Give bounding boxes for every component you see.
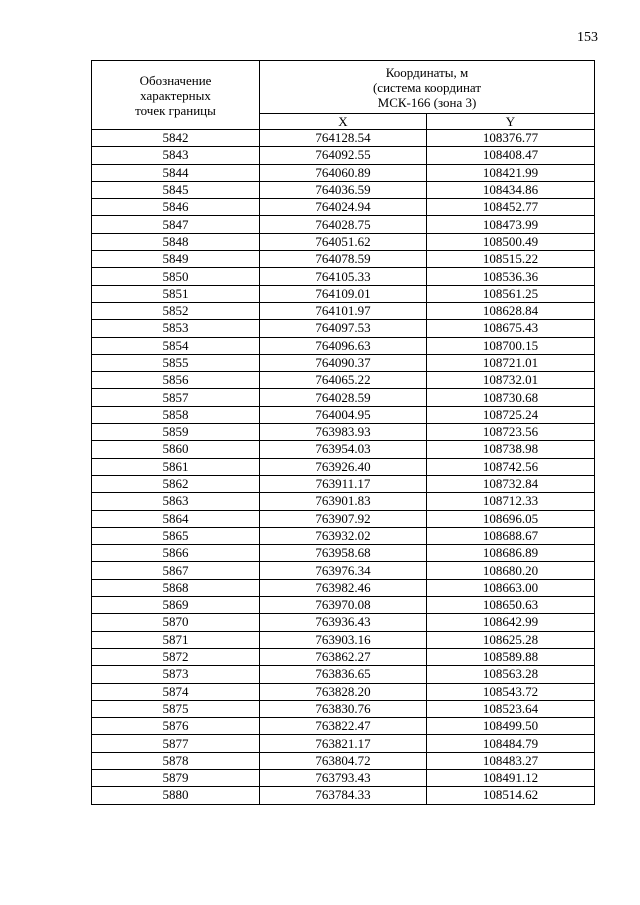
cell-x: 764109.01	[260, 285, 427, 302]
table-row	[92, 216, 595, 233]
cell-point: 5860	[92, 441, 260, 458]
cell-point: 5869	[92, 597, 260, 614]
cell-x: 764128.54	[260, 130, 427, 147]
cell-x: 763830.76	[260, 700, 427, 717]
cell-point: 5854	[92, 337, 260, 354]
cell-y: 108500.49	[427, 233, 595, 250]
cell-y: 108452.77	[427, 199, 595, 216]
cell-y: 108663.00	[427, 579, 595, 596]
cell-y: 108484.79	[427, 735, 595, 752]
cell-y: 108499.50	[427, 718, 595, 735]
table-row	[92, 545, 595, 562]
cell-y: 108680.20	[427, 562, 595, 579]
table-row	[92, 424, 595, 441]
cell-point: 5870	[92, 614, 260, 631]
cell-point: 5868	[92, 579, 260, 596]
table-row	[92, 372, 595, 389]
cell-point: 5845	[92, 181, 260, 198]
cell-point: 5844	[92, 164, 260, 181]
cell-x: 763982.46	[260, 579, 427, 596]
cell-y: 108561.25	[427, 285, 595, 302]
cell-point: 5880	[92, 787, 260, 804]
table-row	[92, 666, 595, 683]
cell-x: 763804.72	[260, 752, 427, 769]
cell-y: 108536.36	[427, 268, 595, 285]
page-number: 153	[577, 30, 598, 45]
header-point-line: характерных	[140, 87, 211, 103]
cell-y: 108742.56	[427, 458, 595, 475]
cell-y: 108675.43	[427, 320, 595, 337]
cell-x: 764028.59	[260, 389, 427, 406]
table-row	[92, 164, 595, 181]
cell-y: 108421.99	[427, 164, 595, 181]
cell-x: 763936.43	[260, 614, 427, 631]
table-row	[92, 354, 595, 371]
cell-point: 5867	[92, 562, 260, 579]
cell-point: 5857	[92, 389, 260, 406]
cell-point: 5875	[92, 700, 260, 717]
cell-point: 5865	[92, 527, 260, 544]
table-row	[92, 406, 595, 423]
cell-point: 5859	[92, 424, 260, 441]
table-row	[92, 181, 595, 198]
cell-x: 764097.53	[260, 320, 427, 337]
cell-point: 5872	[92, 648, 260, 665]
cell-x: 763821.17	[260, 735, 427, 752]
table-row	[92, 614, 595, 631]
cell-point: 5858	[92, 406, 260, 423]
header-coords-line: (система координат	[372, 79, 482, 95]
table-row	[92, 458, 595, 475]
cell-point: 5871	[92, 631, 260, 648]
cell-y: 108408.47	[427, 147, 595, 164]
cell-x: 763976.34	[260, 562, 427, 579]
cell-y: 108642.99	[427, 614, 595, 631]
table-row	[92, 648, 595, 665]
cell-x: 764065.22	[260, 372, 427, 389]
table-row	[92, 700, 595, 717]
table-row	[92, 769, 595, 786]
table-row	[92, 320, 595, 337]
table-row	[92, 147, 595, 164]
cell-x: 763828.20	[260, 683, 427, 700]
cell-y: 108696.05	[427, 510, 595, 527]
cell-point: 5876	[92, 718, 260, 735]
cell-y: 108483.27	[427, 752, 595, 769]
cell-x: 763793.43	[260, 769, 427, 786]
cell-x: 764028.75	[260, 216, 427, 233]
cell-x: 764092.55	[260, 147, 427, 164]
cell-point: 5847	[92, 216, 260, 233]
cell-x: 764060.89	[260, 164, 427, 181]
cell-y: 108688.67	[427, 527, 595, 544]
cell-point: 5879	[92, 769, 260, 786]
cell-y: 108700.15	[427, 337, 595, 354]
cell-x: 764004.95	[260, 406, 427, 423]
cell-x: 763901.83	[260, 493, 427, 510]
cell-point: 5843	[92, 147, 260, 164]
table-row	[92, 268, 595, 285]
table-row	[92, 683, 595, 700]
cell-x: 764078.59	[260, 251, 427, 268]
table-row	[92, 130, 595, 147]
cell-point: 5878	[92, 752, 260, 769]
cell-y: 108589.88	[427, 648, 595, 665]
table-row	[92, 718, 595, 735]
cell-x: 763983.93	[260, 424, 427, 441]
table-row	[92, 337, 595, 354]
cell-x: 764090.37	[260, 354, 427, 371]
table-row	[92, 302, 595, 319]
cell-y: 108628.84	[427, 302, 595, 319]
cell-y: 108686.89	[427, 545, 595, 562]
table-row	[92, 527, 595, 544]
cell-y: 108725.24	[427, 406, 595, 423]
cell-x: 763911.17	[260, 475, 427, 492]
cell-y: 108434.86	[427, 181, 595, 198]
cell-x: 764024.94	[260, 199, 427, 216]
cell-y: 108523.64	[427, 700, 595, 717]
coordinates-table	[91, 60, 595, 805]
cell-y: 108738.98	[427, 441, 595, 458]
cell-x: 763958.68	[260, 545, 427, 562]
cell-x: 764051.62	[260, 233, 427, 250]
cell-point: 5850	[92, 268, 260, 285]
cell-point: 5861	[92, 458, 260, 475]
cell-point: 5842	[92, 130, 260, 147]
cell-y: 108712.33	[427, 493, 595, 510]
cell-point: 5856	[92, 372, 260, 389]
table-row	[92, 735, 595, 752]
cell-x: 763836.65	[260, 666, 427, 683]
header-y: Y	[427, 114, 595, 130]
cell-point: 5848	[92, 233, 260, 250]
table-row	[92, 199, 595, 216]
cell-x: 763784.33	[260, 787, 427, 804]
header-point-line: точек границы	[135, 102, 216, 118]
cell-x: 763907.92	[260, 510, 427, 527]
cell-point: 5864	[92, 510, 260, 527]
cell-x: 764096.63	[260, 337, 427, 354]
cell-y: 108563.28	[427, 666, 595, 683]
cell-point: 5846	[92, 199, 260, 216]
cell-point: 5877	[92, 735, 260, 752]
cell-y: 108650.63	[427, 597, 595, 614]
table-row	[92, 787, 595, 804]
table-row	[92, 562, 595, 579]
cell-y: 108491.12	[427, 769, 595, 786]
table-row	[92, 251, 595, 268]
cell-x: 763954.03	[260, 441, 427, 458]
table-row	[92, 233, 595, 250]
table-row	[92, 510, 595, 527]
table-body	[92, 130, 595, 805]
table-row	[92, 475, 595, 492]
table-row	[92, 631, 595, 648]
cell-x: 763932.02	[260, 527, 427, 544]
cell-point: 5853	[92, 320, 260, 337]
cell-y: 108515.22	[427, 251, 595, 268]
cell-x: 764036.59	[260, 181, 427, 198]
table-header	[92, 61, 595, 130]
cell-point: 5855	[92, 354, 260, 371]
cell-x: 763862.27	[260, 648, 427, 665]
header-coordinates	[260, 61, 595, 114]
cell-x: 763970.08	[260, 597, 427, 614]
cell-y: 108732.01	[427, 372, 595, 389]
cell-y: 108376.77	[427, 130, 595, 147]
cell-point: 5863	[92, 493, 260, 510]
cell-x: 763926.40	[260, 458, 427, 475]
table-row	[92, 441, 595, 458]
header-point-designation	[92, 61, 260, 130]
cell-point: 5874	[92, 683, 260, 700]
cell-y: 108721.01	[427, 354, 595, 371]
cell-y: 108543.72	[427, 683, 595, 700]
header-x: X	[260, 114, 427, 130]
header-coords-line: МСК-166 (зона 3)	[377, 94, 477, 110]
table-row	[92, 579, 595, 596]
table-row	[92, 752, 595, 769]
cell-y: 108730.68	[427, 389, 595, 406]
cell-point: 5866	[92, 545, 260, 562]
cell-point: 5873	[92, 666, 260, 683]
cell-x: 763903.16	[260, 631, 427, 648]
table-row	[92, 493, 595, 510]
header-point-line: Обозначение	[139, 72, 212, 88]
header-coords-line: Координаты, м	[385, 64, 469, 80]
cell-x: 763822.47	[260, 718, 427, 735]
cell-x: 764105.33	[260, 268, 427, 285]
cell-y: 108625.28	[427, 631, 595, 648]
cell-point: 5851	[92, 285, 260, 302]
cell-point: 5852	[92, 302, 260, 319]
table-row	[92, 597, 595, 614]
cell-y: 108723.56	[427, 424, 595, 441]
cell-point: 5849	[92, 251, 260, 268]
cell-x: 764101.97	[260, 302, 427, 319]
table-row	[92, 389, 595, 406]
table-row	[92, 285, 595, 302]
cell-y: 108732.84	[427, 475, 595, 492]
cell-point: 5862	[92, 475, 260, 492]
cell-y: 108514.62	[427, 787, 595, 804]
cell-y: 108473.99	[427, 216, 595, 233]
